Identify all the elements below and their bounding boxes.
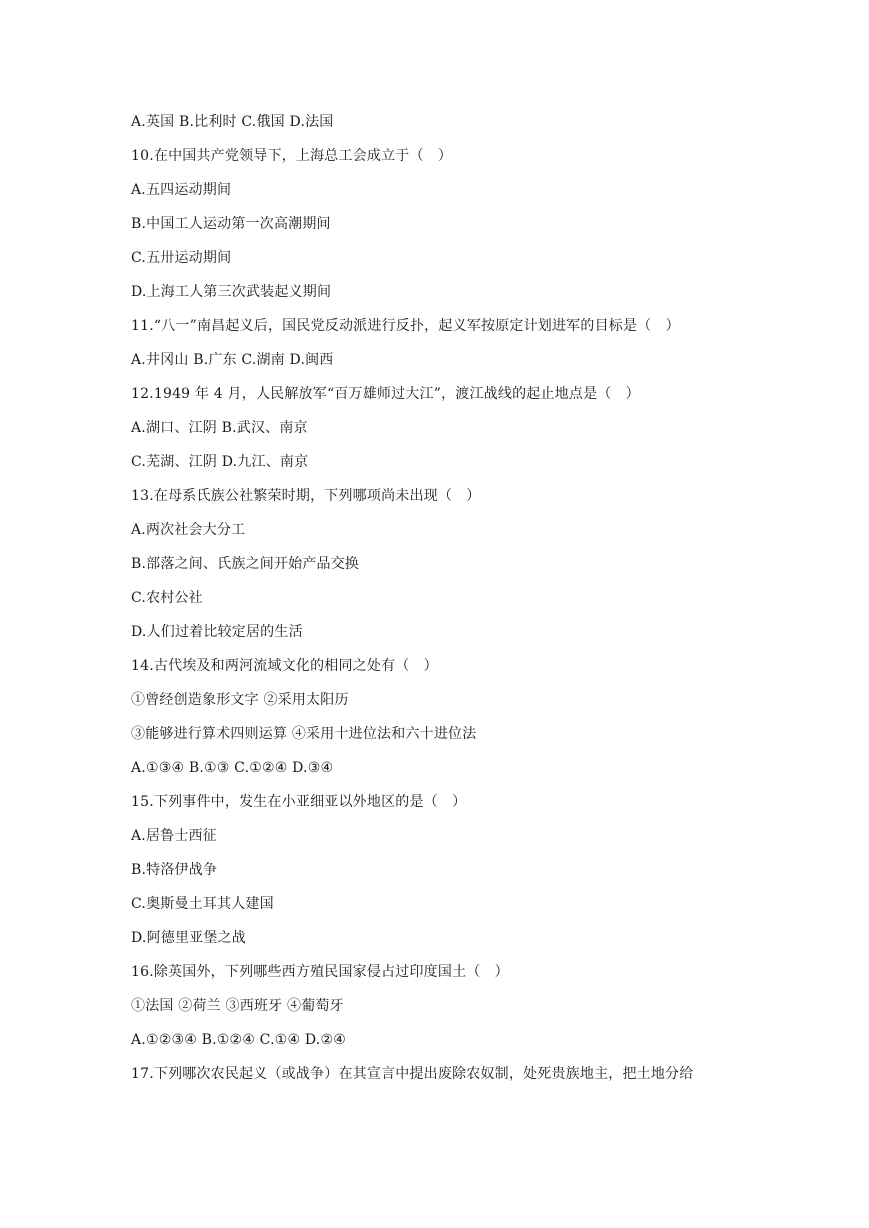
question-17: 17.下列哪次农民起义（或战争）在其宣言中提出废除农奴制，处死贵族地主，把土地分给 [131,1066,694,1082]
option-15a: A.居鲁士西征 [131,828,217,844]
options-12-ab: A.湖口、江阴 B.武汉、南京 [131,420,308,436]
option-10a: A.五四运动期间 [131,182,232,198]
question-16: 16.除英国外，下列哪些西方殖民国家侵占过印度国土（ ） [131,964,509,980]
options-16: A.①②③④ B.①②④ C.①④ D.②④ [131,1032,346,1048]
option-15b: B.特洛伊战争 [131,862,218,878]
option-15c: C.奥斯曼土耳其人建国 [131,896,274,912]
question-14: 14.古代埃及和两河流域文化的相同之处有（ ） [131,658,438,674]
option-10c: C.五卅运动期间 [131,250,232,266]
options-11: A.井冈山 B.广东 C.湖南 D.闽西 [131,352,334,368]
question-10: 10.在中国共产党领导下，上海总工会成立于（ ） [131,148,453,164]
answer-options-q9: A.英国 B.比利时 C.俄国 D.法国 [131,114,334,130]
option-15d: D.阿德里亚堡之战 [131,930,246,946]
question-11: 11.“八一”南昌起义后，国民党反动派进行反扑，起义军按原定计划进军的目标是（ ） [131,318,680,334]
question-13: 13.在母系氏族公社繁荣时期，下列哪项尚未出现（ ） [131,488,481,504]
option-10b: B.中国工人运动第一次高潮期间 [131,216,331,232]
statements-16: ①法国 ②荷兰 ③西班牙 ④葡萄牙 [131,998,344,1014]
options-12-cd: C.芜湖、江阴 D.九江、南京 [131,454,309,470]
statements-14-a: ①曾经创造象形文字 ②采用太阳历 [131,692,349,708]
option-13c: C.农村公社 [131,590,203,606]
options-14: A.①③④ B.①③ C.①②④ D.③④ [131,760,334,776]
exam-text-body [131,110,831,1096]
question-12: 12.1949 年 4 月，人民解放军“百万雄师过大江”，渡江战线的起止地点是（ ） [131,386,640,402]
option-13d: D.人们过着比较定居的生活 [131,624,303,640]
option-13a: A.两次社会大分工 [131,522,246,538]
statements-14-b: ③能够进行算术四则运算 ④采用十进位法和六十进位法 [131,726,477,742]
option-10d: D.上海工人第三次武装起义期间 [131,284,332,300]
question-15: 15.下列事件中，发生在小亚细亚以外地区的是（ ） [131,794,467,810]
option-13b: B.部落之间、氏族之间开始产品交换 [131,556,360,572]
